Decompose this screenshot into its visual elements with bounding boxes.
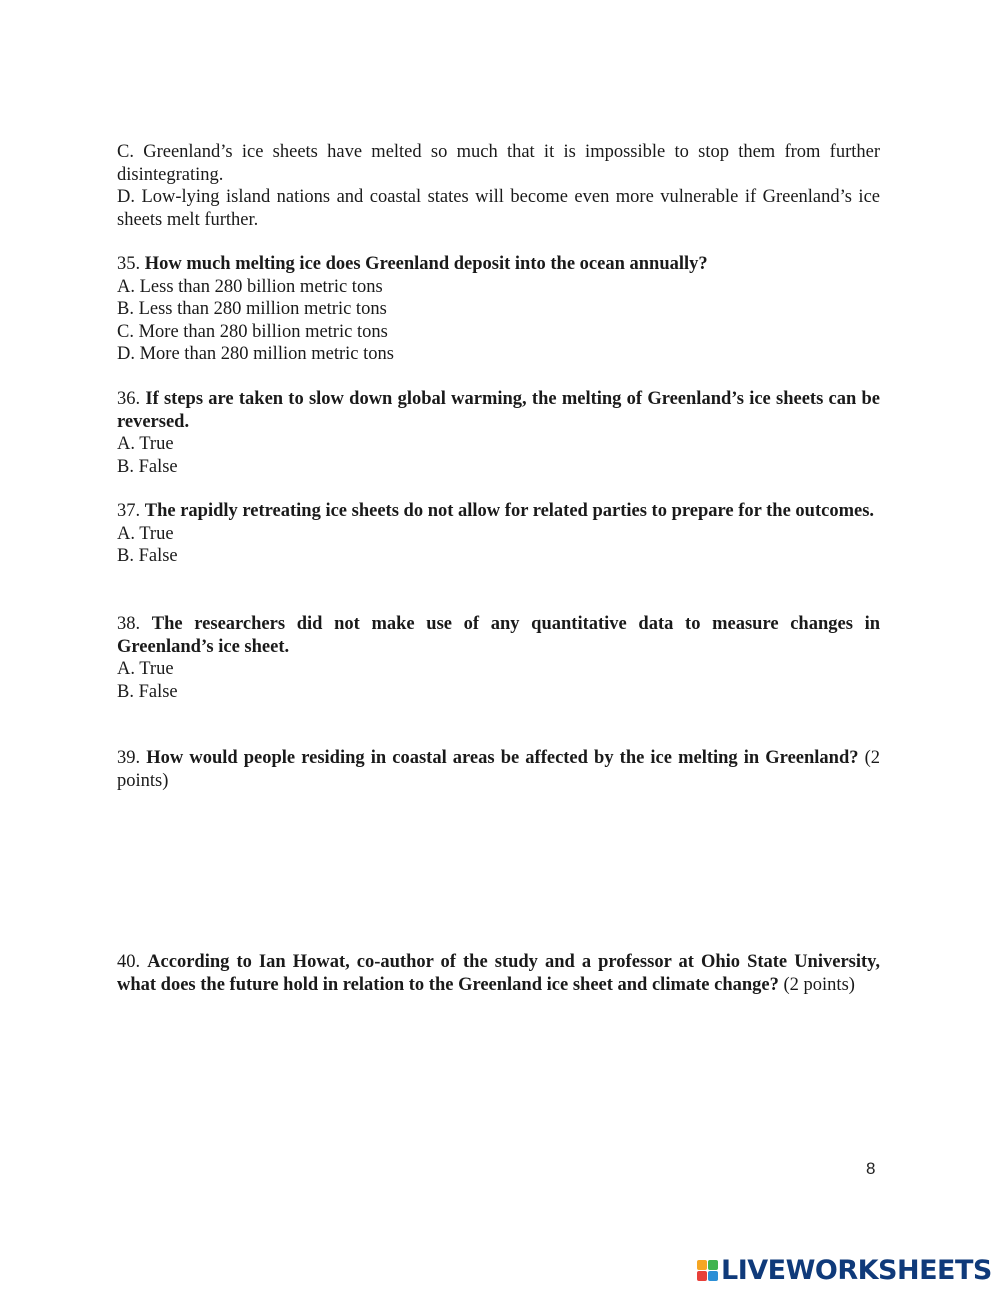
logo-square [708,1271,718,1281]
logo-square [697,1271,707,1281]
question-37 [117,500,880,568]
question-40-prompt [117,951,880,996]
question-36-prompt [117,388,880,433]
option-true[interactable]: A. True [117,659,174,679]
question-text: The researchers did not make use of any quantitative data to measure changes in Greenland’s ice sheet. [117,614,881,657]
logo-square [697,1260,707,1270]
question-37-prompt [117,500,880,523]
question-39-prompt [117,747,880,792]
question-text: If steps are taken to slow down global warming, the melting of Greenland’s ice sheets can be reversed. [117,389,881,432]
question-text: How would people residing in coastal areas be affected by the ice melting in Greenland? [146,748,859,768]
question-38-prompt [117,613,880,658]
question-points: (2 points) [783,974,855,995]
logo-square [708,1260,718,1270]
question-number: 40. [117,952,148,972]
liveworksheets-logo[interactable] [697,1253,992,1287]
option-false[interactable]: B. False [117,681,178,702]
question-number: 38. [117,614,152,634]
question-35-prompt [117,253,880,276]
option-true[interactable]: A. True [117,434,174,454]
question-number: 36. [117,389,146,409]
option-false[interactable]: B. False [117,456,178,477]
question-40 [117,951,880,996]
option-c[interactable]: C. More than 280 billion metric tons [117,321,388,342]
option-a[interactable]: A. Less than 280 billion metric tons [117,276,383,297]
option-c[interactable]: C. Greenland’s ice sheets have melted so much that it is impossible to stop them from further disintegrating. [117,142,880,185]
question-39 [117,747,880,792]
option-true[interactable]: A. True [117,523,174,544]
question-35 [117,253,880,366]
question-number: 37. [117,501,145,521]
page-number: 8 [866,1159,876,1178]
question-number: 39. [117,748,147,768]
logo-squares-icon [697,1260,718,1281]
question-text: How much melting ice does Greenland deposit into the ocean annually? [144,254,708,274]
question-38 [117,613,880,703]
option-d[interactable]: D. Low-lying island nations and coastal states will become even more vulnerable if Greenland’s ice sheets melt further. [117,187,880,230]
logo-text: LIVEWORKSHEETS [721,1254,992,1286]
option-false[interactable]: B. False [117,546,178,566]
option-b[interactable]: B. Less than 280 million metric tons [117,299,387,319]
question-text: The rapidly retreating ice sheets do not allow for related parties to prepare for the outcomes. [144,501,875,521]
question-number: 35. [117,254,145,274]
question-points: (2 points) [117,748,881,791]
option-d[interactable]: D. More than 280 million metric tons [117,344,394,364]
question-text: According to Ian Howat, co-author of the study and a professor at Ohio State University, what does the future hold in relation to the Greenland ice sheet and climate change? [117,952,881,995]
question-36 [117,388,880,478]
previous-question-continuation [117,141,880,231]
